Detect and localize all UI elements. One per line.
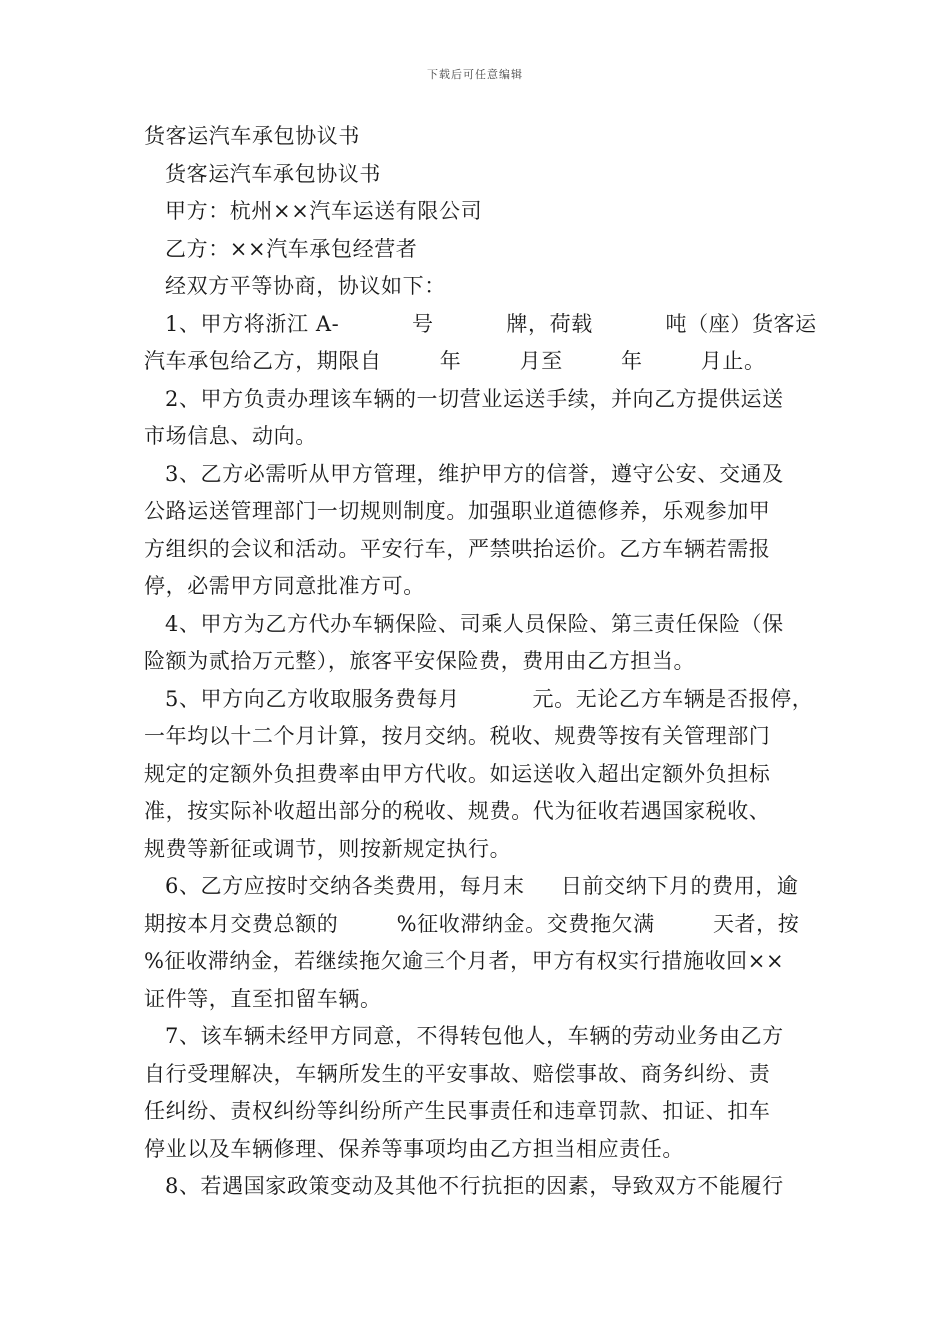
text-line: 经双方平等协商，协议如下： xyxy=(165,274,446,298)
text-line: 准，按实际补收超出部分的税收、规费。代为征收若遇国家税收、 xyxy=(144,799,771,823)
text-line: 1、甲方将浙江 A- 号 牌，荷载 吨（座）货客运 xyxy=(165,311,817,336)
page-header-note: 下载后可任意编辑 xyxy=(427,68,523,81)
text-line: 证件等，直至扣留车辆。 xyxy=(144,986,382,1011)
text-line: 7、该车辆未经甲方同意，不得转包他人，车辆的劳动业务由乙方 xyxy=(165,1024,784,1048)
text-line: 任纠纷、责权纠纷等纠纷所产生民事责任和违章罚款、扣证、扣车 xyxy=(144,1099,771,1123)
text-line: 停业以及车辆修理、保养等事项均由乙方担当相应责任。 xyxy=(144,1136,684,1161)
text-line: 乙方：××汽车承包经营者 xyxy=(165,236,418,261)
text-line: 汽车承包给乙方，期限自 年 月至 年 月止。 xyxy=(144,349,766,373)
text-line: 甲方：杭州××汽车运送有限公司 xyxy=(165,199,483,223)
text-line: 公路运送管理部门一切规则制度。加强职业道德修养，乐观参加甲 xyxy=(144,499,771,523)
text-line: %征收滞纳金，若继续拖欠逾三个月者，甲方有权实行措施收回×× xyxy=(144,949,785,973)
text-line: 4、甲方为乙方代办车辆保险、司乘人员保险、第三责任保险（保 xyxy=(165,611,784,636)
text-line: 期按本月交费总额的 %征收滞纳金。交费拖欠满 天者，按 xyxy=(144,911,800,936)
text-line: 2、甲方负责办理该车辆的一切营业运送手续，并向乙方提供运送 xyxy=(165,386,784,411)
text-line: 停，必需甲方同意批准方可。 xyxy=(144,574,425,598)
text-line: 险额为贰拾万元整），旅客平安保险费，费用由乙方担当。 xyxy=(144,649,696,673)
text-line: 一年均以十二个月计算，按月交纳。税收、规费等按有关管理部门 xyxy=(144,724,771,748)
text-line: 6、乙方应按时交纳各类费用，每月末 日前交纳下月的费用，逾 xyxy=(165,874,799,898)
text-line: 规费等新征或调节，则按新规定执行。 xyxy=(144,836,512,861)
text-line: 方组织的会议和活动。平安行车，严禁哄抬运价。乙方车辆若需报 xyxy=(144,536,771,561)
document-title: 货客运汽车承包协议书 xyxy=(144,124,360,148)
text-line: 8、若遇国家政策变动及其他不行抗拒的因素，导致双方不能履行 xyxy=(165,1174,784,1198)
text-line: 市场信息、动向。 xyxy=(144,424,317,448)
document-body xyxy=(144,118,817,1206)
text-line: 规定的定额外负担费率由甲方代收。如运送收入超出定额外负担标 xyxy=(144,761,771,786)
text-line: 3、乙方必需听从甲方管理，维护甲方的信誉，遵守公安、交通及 xyxy=(165,461,784,486)
text-line: 货客运汽车承包协议书 xyxy=(165,161,381,186)
text-line: 自行受理解决，车辆所发生的平安事故、赔偿事故、商务纠纷、责 xyxy=(144,1061,771,1086)
text-line: 5、甲方向乙方收取服务费每月 元。无论乙方车辆是否报停， xyxy=(165,686,814,711)
